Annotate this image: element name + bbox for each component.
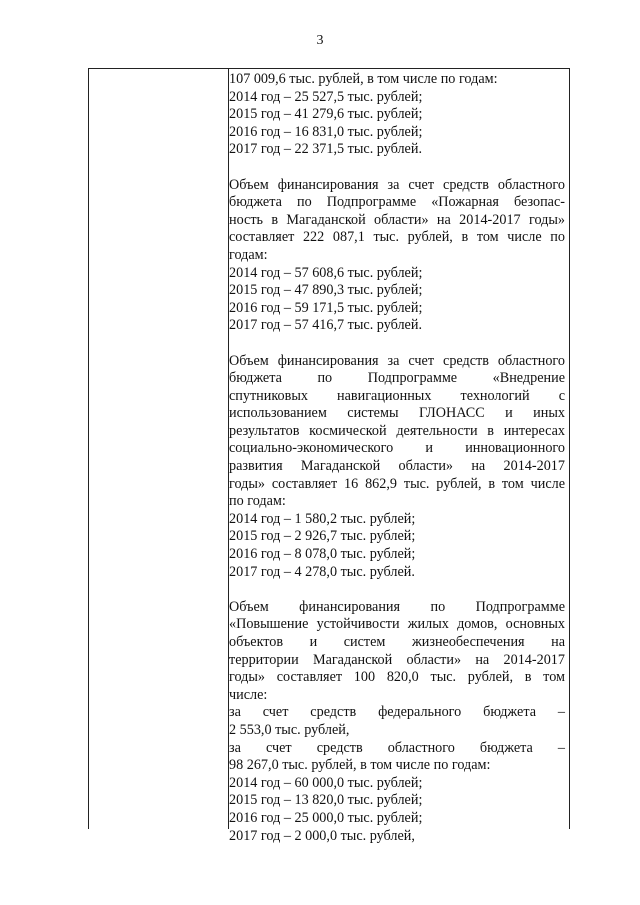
text-line: составляет 222 087,1 тыс. рублей, в том числе по (229, 229, 565, 246)
text-line: результатов космической деятельности в интересах (229, 422, 565, 439)
text-line: 2015 год – 13 820,0 тыс. рублей; (229, 792, 423, 809)
text-line: ность в Магаданской области» на 2014-2017 годы» (229, 211, 565, 228)
text-line: годам: (229, 246, 268, 263)
text-line: годы» составляет 100 820,0 тыс. рублей, в том (229, 669, 565, 686)
paragraph-gap (229, 581, 565, 599)
text-line: использованием системы ГЛОНАСС и иных (229, 405, 565, 422)
text-line: социально-экономического и инновационного (229, 440, 565, 457)
text-line: 2014 год – 1 580,2 тыс. рублей; (229, 510, 416, 527)
text-line: Объем финансирования по Подпрограмме (229, 598, 565, 615)
paragraph-block (229, 71, 565, 159)
paragraph-block (229, 177, 565, 335)
financing-text-cell (229, 71, 565, 845)
text-line: 2017 год – 4 278,0 тыс. рублей. (229, 563, 415, 580)
text-line: 2016 год – 8 078,0 тыс. рублей; (229, 546, 416, 563)
text-line: 2014 год – 25 527,5 тыс. рублей; (229, 88, 423, 105)
text-line: 2015 год – 41 279,6 тыс. рублей; (229, 106, 423, 123)
text-line: за счет средств федерального бюджета – (229, 704, 565, 721)
text-line: 2 553,0 тыс. рублей, (229, 721, 350, 738)
text-line: 98 267,0 тыс. рублей, в том числе по годам: (229, 757, 491, 774)
text-line: развития Магаданской области» на 2014-2017 (229, 458, 565, 475)
text-line: территории Магаданской области» на 2014-2017 (229, 651, 565, 668)
text-line: 2014 год – 57 608,6 тыс. рублей; (229, 264, 423, 281)
text-line: бюджета по Подпрограмме «Пожарная безопас- (229, 194, 565, 211)
text-line: по годам: (229, 493, 286, 510)
text-line: годы» составляет 16 862,9 тыс. рублей, в том числе (229, 475, 565, 492)
text-line: Объем финансирования за счет средств областного (229, 352, 565, 369)
text-line: 2015 год – 2 926,7 тыс. рублей; (229, 528, 416, 545)
financing-table (88, 68, 570, 844)
paragraph-block (229, 599, 565, 845)
text-line: числе: (229, 686, 268, 703)
text-line: Объем финансирования за счет средств областного (229, 176, 565, 193)
paragraph-gap (229, 159, 565, 177)
text-line: бюджета по Подпрограмме «Внедрение (229, 370, 565, 387)
paragraph-block (229, 353, 565, 582)
text-line: 2016 год – 16 831,0 тыс. рублей; (229, 123, 423, 140)
text-line: 107 009,6 тыс. рублей, в том числе по годам: (229, 71, 498, 87)
text-line: объектов и систем жизнеобеспечения на (229, 634, 565, 650)
text-line: 2014 год – 60 000,0 тыс. рублей; (229, 774, 423, 791)
paragraph-gap (229, 335, 565, 353)
text-line: 2017 год – 57 416,7 тыс. рублей. (229, 317, 422, 334)
page-number: 3 (316, 33, 324, 48)
text-line: «Повышение устойчивости жилых домов, основных (229, 616, 565, 633)
text-line: 2017 год – 2 000,0 тыс. рублей, (229, 827, 415, 844)
text-line: спутниковых навигационных технологий с (229, 387, 565, 404)
text-line: 2016 год – 25 000,0 тыс. рублей; (229, 809, 423, 826)
text-line: за счет средств областного бюджета – (229, 739, 565, 756)
text-line: 2017 год – 22 371,5 тыс. рублей. (229, 141, 422, 158)
text-line: 2016 год – 59 171,5 тыс. рублей; (229, 299, 423, 316)
text-line: 2015 год – 47 890,3 тыс. рублей; (229, 282, 423, 299)
